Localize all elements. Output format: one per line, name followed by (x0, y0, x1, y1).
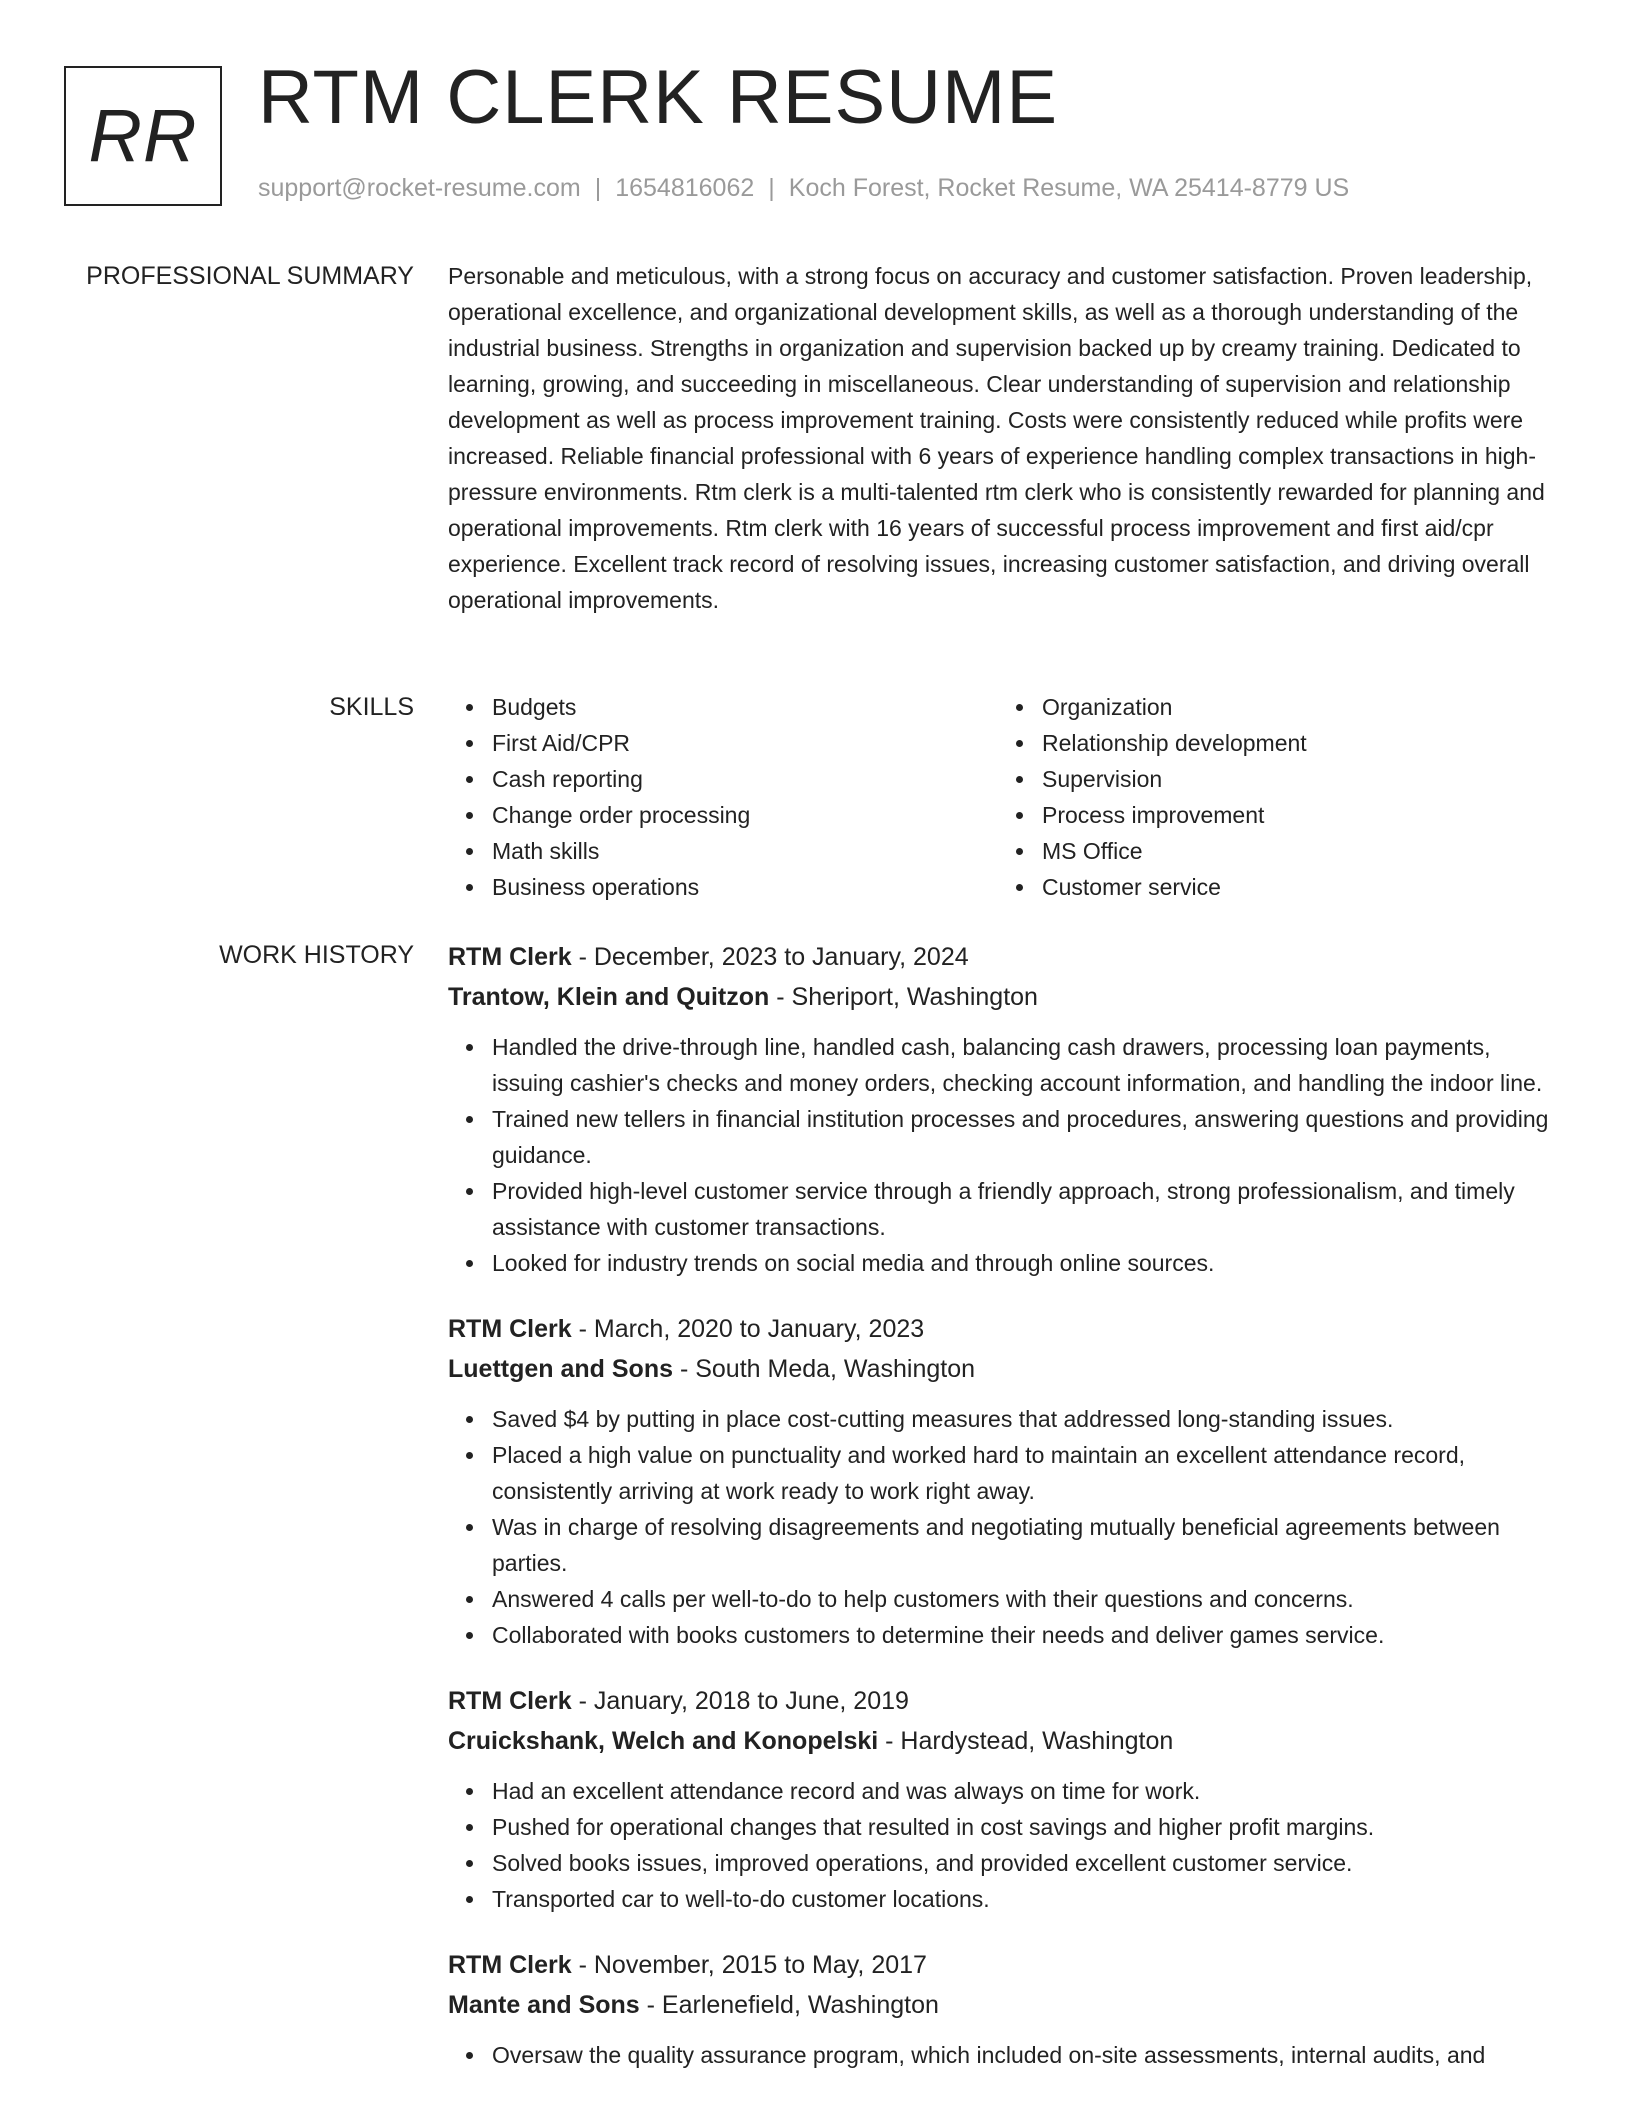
job-company: Cruickshank, Welch and Konopelski (448, 1727, 879, 1755)
monogram-box (64, 66, 222, 206)
job-entry (448, 1681, 1568, 1917)
job-dates: - November, 2015 to May, 2017 (578, 1951, 927, 1979)
job-entry (448, 1945, 1568, 2073)
job-title: RTM Clerk (448, 1951, 572, 1979)
job-bullet: Trained new tellers in financial institution processes and procedures, answering questions and providing guidance. (492, 1101, 1568, 1173)
job-bullets (448, 2037, 1568, 2073)
job-bullets (448, 1773, 1568, 1917)
job-bullet: Collaborated with books customers to determine their needs and deliver games service. (492, 1617, 1568, 1653)
skill-item: Cash reporting (492, 761, 998, 797)
job-title: RTM Clerk (448, 943, 572, 971)
contact-email: support@rocket-resume.com (258, 174, 581, 202)
skill-item: MS Office (1042, 833, 1548, 869)
contact-phone: 1654816062 (615, 174, 755, 202)
skill-item: Organization (1042, 689, 1548, 725)
job-bullet: Pushed for operational changes that resulted in cost savings and higher profit margins. (492, 1809, 1568, 1845)
job-location: - Hardystead, Washington (885, 1727, 1174, 1755)
job-title-line (448, 937, 1568, 977)
job-company: Mante and Sons (448, 1991, 640, 2019)
skill-item: Change order processing (492, 797, 998, 833)
monogram-initials: RR (88, 94, 198, 177)
skill-item: Relationship development (1042, 725, 1548, 761)
job-company-line (448, 1721, 1568, 1761)
job-bullet: Handled the drive-through line, handled cash, balancing cash drawers, processing loan payments, issuing cashier's checks and money orders, checking account information, and handling the indoor line. (492, 1029, 1568, 1101)
skills-list-left (448, 689, 998, 905)
skill-item: Math skills (492, 833, 998, 869)
job-bullet: Saved $4 by putting in place cost-cutting measures that addressed long-standing issues. (492, 1401, 1568, 1437)
job-location: - Sheriport, Washington (776, 983, 1038, 1011)
job-dates: - March, 2020 to January, 2023 (578, 1315, 925, 1343)
skill-item: Supervision (1042, 761, 1548, 797)
job-bullets (448, 1029, 1568, 1281)
job-title: RTM Clerk (448, 1315, 572, 1343)
work-history-heading: WORK HISTORY (219, 941, 414, 969)
resume-title: RTM CLERK RESUME (258, 55, 1059, 140)
job-bullet: Oversaw the quality assurance program, which included on-site assessments, internal audits, and (492, 2037, 1568, 2073)
contact-line (258, 174, 1349, 203)
job-title-line (448, 1309, 1568, 1349)
job-company: Luettgen and Sons (448, 1355, 673, 1383)
job-title: RTM Clerk (448, 1687, 572, 1715)
skill-item: First Aid/CPR (492, 725, 998, 761)
job-location: - South Meda, Washington (679, 1355, 976, 1383)
job-bullet: Solved books issues, improved operations, and provided excellent customer service. (492, 1845, 1568, 1881)
job-entry (448, 1309, 1568, 1653)
skills-heading: SKILLS (329, 693, 414, 721)
contact-separator: | (768, 174, 775, 202)
summary-text: Personable and meticulous, with a strong focus on accuracy and customer satisfaction. Proven leadership, operational excellence, and organizational development skills, as well as a thorough understanding of the industrial business. Strengths in organization and supervision backed up by creamy training. Dedicated to learning, growing, and succeeding in miscellaneous. Clear understanding of supervision and relationship development as well as process improvement training. Costs were consistently reduced while profits were increased. Reliable financial professional with 6 years of experience handling complex transactions in high-pressure environments. Rtm clerk is a multi-talented rtm clerk who is consistently rewarded for planning and operational improvements. Rtm clerk with 16 years of successful process improvement and first aid/cpr experience. Excellent track record of resolving issues, increasing customer satisfaction, and driving overall operational improvements. (448, 263, 1545, 613)
job-bullet: Answered 4 calls per well-to-do to help customers with their questions and concerns. (492, 1581, 1568, 1617)
job-entry (448, 937, 1568, 1281)
skill-item: Customer service (1042, 869, 1548, 905)
job-company-line (448, 1349, 1568, 1389)
job-bullet: Transported car to well-to-do customer locations. (492, 1881, 1568, 1917)
skill-item: Budgets (492, 689, 998, 725)
job-company-line (448, 1985, 1568, 2025)
job-title-line (448, 1945, 1568, 1985)
job-title-line (448, 1681, 1568, 1721)
job-bullet: Was in charge of resolving disagreements and negotiating mutually beneficial agreements between parties. (492, 1509, 1568, 1581)
job-dates: - January, 2018 to June, 2019 (578, 1687, 909, 1715)
job-company: Trantow, Klein and Quitzon (448, 983, 770, 1011)
job-location: - Earlenefield, Washington (646, 1991, 939, 2019)
job-company-line (448, 977, 1568, 1017)
job-bullet: Placed a high value on punctuality and worked hard to maintain an excellent attendance record, consistently arriving at work ready to work right away. (492, 1437, 1568, 1509)
skills-list-right (998, 689, 1548, 905)
skill-item: Process improvement (1042, 797, 1548, 833)
job-bullet: Provided high-level customer service through a friendly approach, strong professionalism, and timely assistance with customer transactions. (492, 1173, 1568, 1245)
skill-item: Business operations (492, 869, 998, 905)
job-bullet: Looked for industry trends on social media and through online sources. (492, 1245, 1568, 1281)
job-dates: - December, 2023 to January, 2024 (578, 943, 969, 971)
contact-address: Koch Forest, Rocket Resume, WA 25414-8779 US (788, 174, 1350, 202)
contact-separator: | (594, 174, 602, 202)
summary-heading: PROFESSIONAL SUMMARY (86, 262, 414, 290)
job-bullets (448, 1401, 1568, 1653)
job-bullet: Had an excellent attendance record and was always on time for work. (492, 1773, 1568, 1809)
